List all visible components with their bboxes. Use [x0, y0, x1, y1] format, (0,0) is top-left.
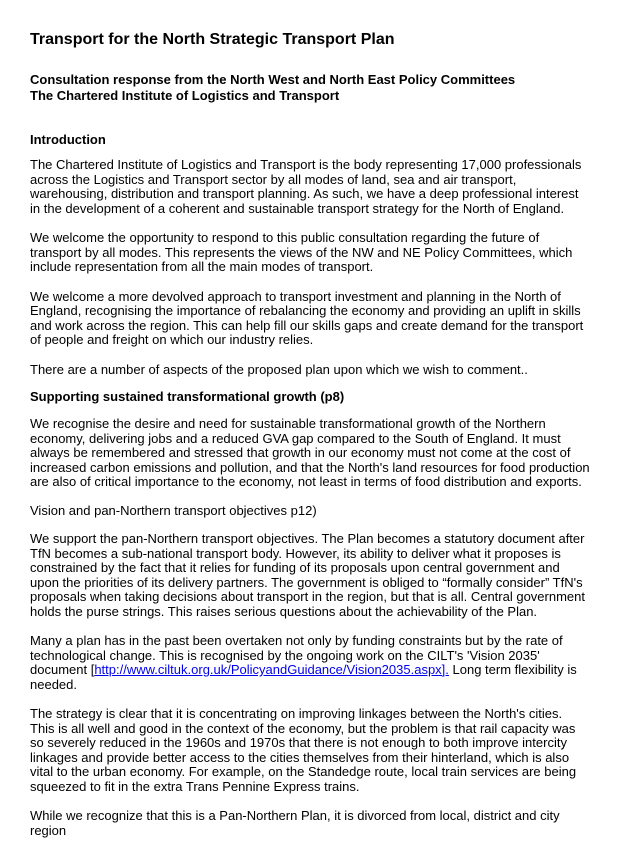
vision-paragraph-2-text-start: Many a plan has in the past been overtaken not only by funding constraints but by the rate of technological change. This is recognised by the ongoing work on the CILT's 'Vision 2035' document [	[30, 633, 563, 677]
vision-heading: Vision and pan-Northern transport objectives p12)	[30, 502, 317, 518]
vision-paragraph-2	[30, 634, 590, 692]
growth-paragraph-1: We recognise the desire and need for sustainable transformational growth of the Northern economy, delivering jobs and a reduced GVA gap compared to the South of England. It must always be remembered and stressed that growth in our economy must not come at the cost of increased carbon emissions and pollution, and that the North's land resources for food production are also of critical importance to the economy, not least in terms of food distribution and exports.	[30, 416, 590, 489]
subtitle-line-2: The Chartered Institute of Logistics and Transport	[30, 88, 340, 103]
vision-paragraph-2-text-end: Long term flexibility is needed.	[30, 662, 577, 692]
vision-2035-link[interactable]: http://www.ciltuk.org.uk/PolicyandGuidance/Vision2035.aspx].	[94, 662, 449, 677]
document-title: Transport for the North Strategic Transport Plan	[30, 31, 395, 48]
intro-paragraph-3: We welcome a more devolved approach to transport investment and planning in the North of England, recognising the importance of rebalancing the economy and providing an uplift in skills and work across the region. This can help fill our skills gaps and create demand for the transport of people and freight on which our industry relies.	[30, 288, 584, 347]
intro-paragraph-2: We welcome the opportunity to respond to this public consultation regarding the future of transport by all modes. This represents the views of the NW and NE Policy Committees, which include representation from all the main modes of transport.	[30, 230, 573, 274]
subtitle-line-1: Consultation response from the North West and North East Policy Committees	[30, 72, 516, 87]
vision-paragraph-3: The strategy is clear that it is concentrating on improving linkages between the North's cities. This is all well and good in the context of the economy, but the problem is that rail capacity was so severely reduced in the 1960s and 1970s that there is not enough to both improve intercity linkages and provide better access to the cities themselves from their hinterland, which is also vital to the urban economy. For example, on the Standedge route, local train services are being squeezed to fit in the extra Trans Pennine Express trains.	[30, 706, 577, 794]
intro-paragraph-4: There are a number of aspects of the proposed plan upon which we wish to comment..	[30, 361, 528, 377]
vision-paragraph-4: While we recognize that this is a Pan-Northern Plan, it is divorced from local, district and city region	[30, 808, 560, 838]
consultation-subtitle	[30, 72, 590, 104]
intro-paragraph-1: The Chartered Institute of Logistics and Transport is the body representing 17,000 professionals across the Logistics and Transport sector by all modes of land, sea and air transport, warehousing, distribution and transport planning. As such, we have a deep professional interest in the development of a coherent and sustainable transport strategy for the North of England.	[30, 157, 582, 216]
document-page	[30, 30, 590, 838]
introduction-heading: Introduction	[30, 132, 106, 147]
growth-heading: Supporting sustained transformational growth (p8)	[30, 389, 345, 404]
vision-paragraph-1: We support the pan-Northern transport objectives. The Plan becomes a statutory document after TfN becomes a sub-national transport body. However, its ability to deliver what it proposes is constrained by the fact that it relies for funding of its proposals upon central government and upon the priorities of its delivery partners. The government is obliged to “formally consider” TfN's proposals when taking decisions about transport in the region, but that is all. Central government holds the purse strings. This raises serious questions about the achievability of the Plan.	[30, 531, 585, 619]
